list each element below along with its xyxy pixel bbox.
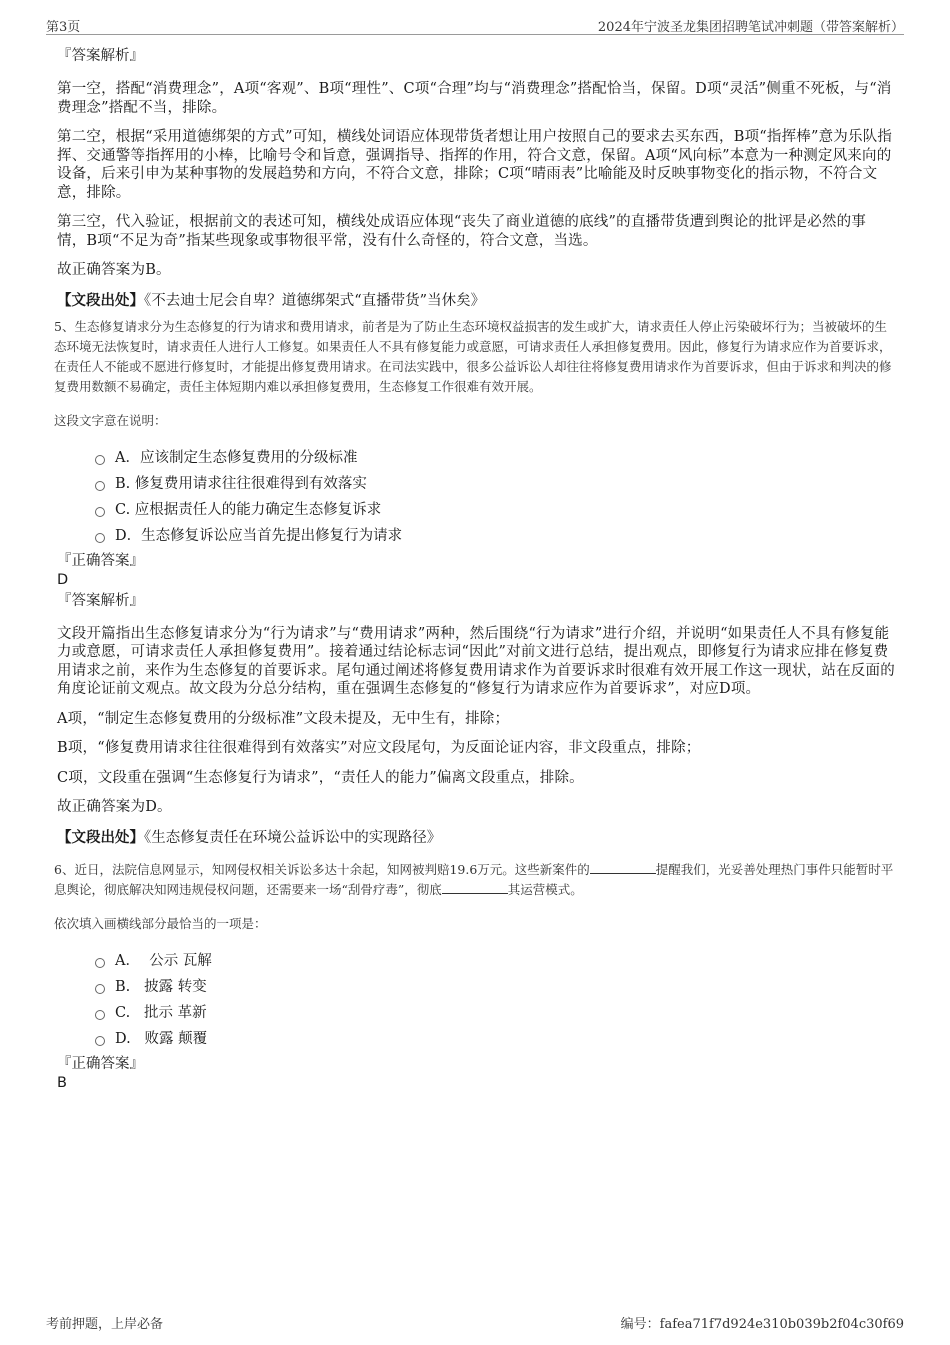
radio-icon[interactable] [95, 455, 105, 465]
question-6-options [95, 948, 895, 1052]
analysis-paragraph: 文段开篇指出生态修复请求分为“行为请求”与“费用请求”两种，然后围绕“行为请求”进行介绍，并说明“如果责任人不具有修复能力或意愿，可请求责任人承担修复费用”。接着通过结论标志词“因此”对前文进行总结，提出观点，即修复行为请求应排在修复费用请求之前，来作为生态修复的首要诉求。尾句通过阐述将修复费用请求作为首要诉求时很难有效开展工作这一现状，站在反面的角度论证前文观点。故文段为分总分结构，重在强调生态修复的“修复行为请求应作为首要诉求”，对应D项。 [57, 625, 895, 697]
option-label: C. 应根据责任人的能力确定生态修复诉求 [115, 501, 382, 518]
correct-answer: B [57, 1074, 67, 1091]
source-text: 《生态修复责任在环境公益诉讼中的实现路径》 [144, 829, 442, 846]
question-6-text [54, 860, 895, 900]
option-label: D. 败露 颠覆 [115, 1030, 208, 1047]
source-text: 《不去迪士尼会自卑？道德绑架式“直播带货”当休矣》 [144, 292, 486, 309]
source-label: 【文段出处】 [57, 828, 144, 846]
correct-answer: D [57, 571, 69, 588]
analysis-paragraph: B项，“修复费用请求往往很难得到有效落实”对应文段尾句，为反面论证内容，非文段重点，排除； [57, 740, 701, 756]
question-text-part: 提醒我们，光妥善处理热门事件只能暂时平息舆论，彻底解决知网违规侵权问题，还需要来一场“刮骨疗毒”，彻底 [54, 861, 894, 897]
question-5-prompt: 这段文字意在说明： [54, 412, 167, 428]
question-6-prompt: 依次填入画横线部分最恰当的一项是： [54, 915, 267, 931]
source-line [57, 291, 895, 311]
analysis-paragraph: 故正确答案为B。 [57, 262, 171, 278]
option-c[interactable] [95, 497, 895, 523]
option-d[interactable] [95, 523, 895, 549]
question-5-text: 5、生态修复请求分为生态修复的行为请求和费用请求，前者是为了防止生态环境权益损害的发生或扩大，请求责任人停止污染破坏行为；当被破坏的生态环境无法恢复时，请求责任人进行人工修复。如果责任人不具有修复能力或意愿，可请求责任人承担修复费用。因此，修复行为请求应作为首要诉求，在责任人不能或不愿进行修复时，才能提出修复费用请求。在司法实践中，很多公益诉讼人却往往将修复费用请求作为首要诉求，但由于诉求和判决的修复费用数额不易确定，责任主体短期内难以承担修复费用，生态修复工作很难有效开展。 [54, 318, 892, 394]
radio-icon[interactable] [95, 533, 105, 543]
option-label: B. 修复费用请求往往很难得到有效落实 [115, 475, 367, 492]
option-label: A． 公示 瓦解 [115, 952, 212, 969]
page-header [46, 14, 904, 35]
fill-blank [442, 881, 508, 894]
analysis-tag: 『答案解析』 [57, 592, 144, 609]
analysis-tag: 『答案解析』 [57, 48, 144, 64]
question-5-options [95, 445, 895, 549]
page-number: 第3页 [46, 20, 81, 35]
option-label: B. 披露 转变 [115, 978, 207, 995]
source-label: 【文段出处】 [57, 291, 144, 309]
option-a[interactable] [95, 445, 895, 471]
source-line [57, 828, 895, 848]
analysis-paragraph: 第二空，根据“采用道德绑架的方式”可知，横线处词语应体现带货者想让用户按照自己的要求去买东西，B项“指挥棒”意为乐队指挥、交通警等指挥用的小棒，比喻号令和旨意，强调指导、指挥的作用，符合文意，保留。A项“风向标”本意为一种测定风来向的设备，后来引申为某种事物的发展趋势和方向，不符合文意，排除；C项“晴雨表”比喻能及时反映事物变化的指示物，不符合文意，排除。 [57, 129, 893, 201]
option-d[interactable] [95, 1026, 895, 1052]
option-label: C. 批示 革新 [115, 1004, 207, 1021]
page-content [54, 46, 895, 1094]
option-a[interactable] [95, 948, 895, 974]
analysis-paragraph: C项，文段重在强调“生态修复行为请求”，“责任人的能力”偏离文段重点，排除。 [57, 769, 584, 786]
radio-icon[interactable] [95, 1036, 105, 1046]
analysis-paragraph: 第三空，代入验证，根据前文的表述可知，横线处成语应体现“丧失了商业道德的底线”的直播带货遭到舆论的批评是必然的事情，B项“不足为奇”指某些现象或事物很平常，没有什么奇怪的，符合文意，当选。 [57, 214, 867, 249]
footer-slogan: 考前押题，上岸必备 [46, 1317, 164, 1332]
analysis-paragraph: 第一空，搭配“消费理念”，A项“客观”、B项“理性”、C项“合理”均与“消费理念”搭配恰当，保留。D项“灵活”侧重不死板，与“消费理念”搭配不当，排除。 [57, 81, 892, 116]
option-label: D．生态修复诉讼应当首先提出修复行为请求 [115, 527, 403, 544]
question-text-part: 其运营模式。 [507, 881, 583, 897]
radio-icon[interactable] [95, 984, 105, 994]
question-text-part: 6、近日，法院信息网显示，知网侵权相关诉讼多达十余起，知网被判赔19.6万元。这些新案件的 [54, 861, 590, 877]
radio-icon[interactable] [95, 481, 105, 491]
document-title: 2024年宁波圣龙集团招聘笔试冲刺题（带答案解析） [597, 20, 904, 35]
document-code: 编号：fafea71f7d924e310b039b2f04c30f69 [620, 1317, 904, 1332]
radio-icon[interactable] [95, 507, 105, 517]
analysis-paragraph: 故正确答案为D。 [57, 799, 172, 815]
correct-answer-tag: 『正确答案』 [57, 552, 144, 569]
analysis-paragraph: A项，“制定生态修复费用的分级标准”文段未提及，无中生有，排除； [57, 710, 510, 727]
radio-icon[interactable] [95, 1010, 105, 1020]
correct-answer-tag: 『正确答案』 [57, 1055, 144, 1072]
fill-blank [590, 861, 656, 874]
option-b[interactable] [95, 974, 895, 1000]
option-c[interactable] [95, 1000, 895, 1026]
option-label: A．应该制定生态修复费用的分级标准 [115, 449, 358, 466]
option-b[interactable] [95, 471, 895, 497]
radio-icon[interactable] [95, 958, 105, 968]
